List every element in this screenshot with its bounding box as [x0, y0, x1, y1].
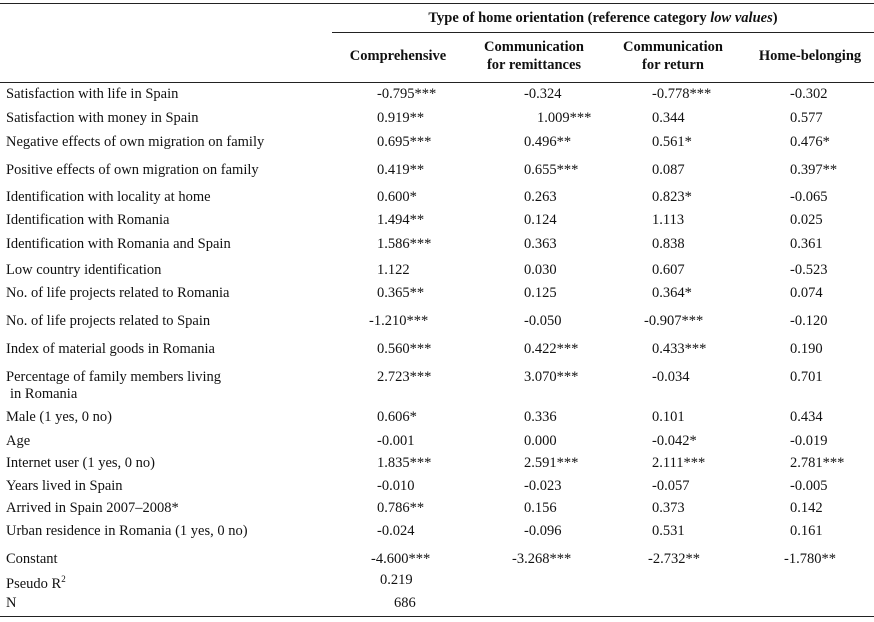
row-label-line1: No. of life projects related to Romania	[6, 285, 230, 301]
coefficient-cell: 0.577	[790, 110, 823, 126]
coefficient-cell: 0.344	[652, 110, 685, 126]
top-rule	[0, 3, 874, 4]
title-italic: low values	[710, 10, 773, 26]
coefficient-cell: -0.795***	[377, 86, 437, 102]
pseudo-r2-value: 0.219	[380, 572, 413, 588]
coefficient-cell: -0.096	[524, 523, 562, 539]
coefficient-cell: -0.024	[377, 523, 415, 539]
coefficient-cell: 2.723***	[377, 369, 432, 385]
row-label	[6, 341, 215, 358]
coefficient-cell: -0.907***	[644, 313, 704, 329]
row-label	[6, 110, 199, 127]
column-header-3	[598, 38, 748, 74]
n-value: 686	[394, 595, 416, 611]
coefficient-cell: 0.156	[524, 500, 557, 516]
row-label-line1: Satisfaction with money in Spain	[6, 110, 199, 126]
coefficient-cell: 0.434	[790, 409, 823, 425]
coefficient-cell: 1.835***	[377, 455, 432, 471]
row-label-line1: Arrived in Spain 2007–2008*	[6, 500, 179, 516]
row-label-line1: Positive effects of own migration on family	[6, 162, 259, 178]
row-label	[6, 369, 221, 403]
coefficient-cell: -0.042*	[652, 433, 697, 449]
row-label-line1: Identification with Romania	[6, 212, 170, 228]
column-header-line2: for remittances	[486, 57, 582, 73]
column-header-line1: Home-belonging	[758, 48, 862, 64]
row-label	[6, 478, 123, 495]
coefficient-cell: -2.732**	[648, 551, 700, 567]
row-label-line1: Index of material goods in Romania	[6, 341, 215, 357]
row-label	[6, 86, 178, 103]
coefficient-cell: 0.000	[524, 433, 557, 449]
coefficient-cell: 0.365**	[377, 285, 425, 301]
coefficient-cell: 0.336	[524, 409, 557, 425]
coefficient-cell: 0.142	[790, 500, 823, 516]
coefficient-cell: -3.268***	[512, 551, 572, 567]
coefficient-cell: 0.263	[524, 189, 557, 205]
coefficient-cell: 0.476*	[790, 134, 830, 150]
row-label	[6, 236, 231, 253]
coefficient-cell: 3.070***	[524, 369, 579, 385]
row-label-line1: Low country identification	[6, 262, 162, 278]
coefficient-cell: 0.561*	[652, 134, 692, 150]
coefficient-cell: 0.125	[524, 285, 557, 301]
coefficient-cell: 0.422***	[524, 341, 579, 357]
coefficient-cell: -0.778***	[652, 86, 712, 102]
coefficient-cell: -0.019	[790, 433, 828, 449]
coefficient-cell: 1.122	[377, 262, 410, 278]
coefficient-cell: 1.113	[652, 212, 685, 228]
row-label	[6, 523, 248, 540]
coefficient-cell: 0.025	[790, 212, 823, 228]
row-label-line1: Percentage of family members living	[6, 369, 222, 385]
coefficient-cell: -0.065	[790, 189, 828, 205]
row-label-line1: No. of life projects related to Spain	[6, 313, 211, 329]
coefficient-cell: -0.324	[524, 86, 562, 102]
coefficient-cell: 0.838	[652, 236, 685, 252]
coefficient-cell: -0.023	[524, 478, 562, 494]
coefficient-cell: 0.607	[652, 262, 685, 278]
coefficient-cell: -0.523	[790, 262, 828, 278]
coefficient-cell: -0.302	[790, 86, 828, 102]
coefficient-cell: 0.919**	[377, 110, 425, 126]
coefficient-cell: 0.496**	[524, 134, 572, 150]
header-partial-rule	[332, 32, 874, 33]
column-header-line1: Communication	[484, 39, 584, 55]
coefficient-cell: 0.030	[524, 262, 557, 278]
row-label	[6, 162, 259, 179]
coefficient-cell: -0.120	[790, 313, 828, 329]
coefficient-cell: -1.210***	[369, 313, 429, 329]
row-label	[6, 455, 155, 472]
column-header-line2: for return	[642, 57, 704, 73]
coefficient-cell: 0.074	[790, 285, 823, 301]
coefficient-cell: 0.373	[652, 500, 685, 516]
coefficient-cell: 0.361	[790, 236, 823, 252]
row-label	[6, 285, 229, 302]
coefficient-cell: 0.695***	[377, 134, 432, 150]
coefficient-cell: 0.600*	[377, 189, 417, 205]
coefficient-cell: -1.780**	[784, 551, 836, 567]
coefficient-cell: 2.111***	[652, 455, 706, 471]
row-label-line1: Internet user (1 yes, 0 no)	[6, 455, 155, 471]
coefficient-cell: 1.009***	[537, 110, 592, 126]
row-label-line2: in Romania	[10, 386, 78, 402]
row-label-line1: Urban residence in Romania (1 yes, 0 no)	[6, 523, 248, 539]
row-label-line1: Years lived in Spain	[6, 478, 123, 494]
row-label-line1: Identification with Romania and Spain	[6, 236, 231, 252]
coefficient-cell: 1.494**	[377, 212, 425, 228]
coefficient-cell: 0.419**	[377, 162, 425, 178]
n-label: N	[6, 595, 17, 611]
coefficient-cell: 0.397**	[790, 162, 838, 178]
pseudo-r2-label	[6, 571, 66, 593]
row-label-line1: Negative effects of own migration on family	[6, 134, 265, 150]
row-label	[6, 212, 170, 229]
title-suffix: )	[772, 10, 778, 26]
coefficient-cell: 0.531	[652, 523, 685, 539]
column-header-line1: Communication	[623, 39, 723, 55]
row-label-line1: Satisfaction with life in Spain	[6, 86, 179, 102]
coefficient-cell: 2.781***	[790, 455, 845, 471]
column-header-line1: Comprehensive	[349, 48, 447, 64]
coefficient-cell: -0.010	[377, 478, 415, 494]
row-label	[6, 313, 210, 330]
coefficient-cell: 1.586***	[377, 236, 432, 252]
bottom-rule	[0, 616, 874, 617]
coefficient-cell: 0.701	[790, 369, 823, 385]
column-header-4	[735, 47, 874, 65]
coefficient-cell: -0.057	[652, 478, 690, 494]
coefficient-cell: 0.161	[790, 523, 823, 539]
coefficient-cell: 0.364*	[652, 285, 692, 301]
row-label-line1: Constant	[6, 551, 58, 567]
row-label	[6, 551, 58, 568]
coefficient-cell: 0.433***	[652, 341, 707, 357]
row-label	[6, 409, 112, 426]
row-label-line1: Age	[6, 433, 31, 449]
coefficient-cell: -0.050	[524, 313, 562, 329]
coefficient-cell: -0.034	[652, 369, 690, 385]
header-bottom-rule	[0, 82, 874, 83]
row-label-line1: Identification with locality at home	[6, 189, 211, 205]
pseudo-r2-sup: 2	[61, 574, 66, 584]
row-label	[6, 134, 264, 151]
coefficient-cell: 0.606*	[377, 409, 417, 425]
row-label-line1: Male (1 yes, 0 no)	[6, 409, 112, 425]
coefficient-cell: 0.087	[652, 162, 685, 178]
coefficient-cell: -0.005	[790, 478, 828, 494]
row-label	[6, 189, 211, 206]
table-title	[332, 9, 874, 27]
pseudo-r2-text: Pseudo R	[6, 575, 62, 592]
coefficient-cell: -4.600***	[371, 551, 431, 567]
coefficient-cell: -0.001	[377, 433, 415, 449]
coefficient-cell: 0.655***	[524, 162, 579, 178]
coefficient-cell: 0.124	[524, 212, 557, 228]
coefficient-cell: 0.786**	[377, 500, 425, 516]
coefficient-cell: 2.591***	[524, 455, 579, 471]
coefficient-cell: 0.101	[652, 409, 685, 425]
column-header-1	[323, 47, 473, 65]
row-label	[6, 500, 179, 517]
coefficient-cell: 0.363	[524, 236, 557, 252]
column-header-2	[459, 38, 609, 74]
coefficient-cell: 0.190	[790, 341, 823, 357]
coefficient-cell: 0.823*	[652, 189, 692, 205]
row-label	[6, 262, 161, 279]
title-prefix: Type of home orientation (reference category	[428, 10, 711, 26]
row-label	[6, 433, 30, 450]
coefficient-cell: 0.560***	[377, 341, 432, 357]
